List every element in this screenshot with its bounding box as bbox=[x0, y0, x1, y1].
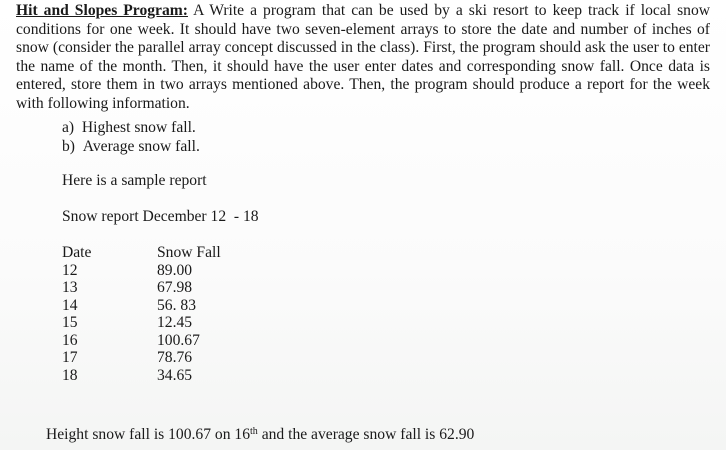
problem-description bbox=[16, 2, 710, 114]
table-header-row bbox=[62, 244, 277, 262]
table-row bbox=[62, 262, 277, 280]
snowfall-cell: 100.67 bbox=[157, 331, 200, 349]
summary-text-end: and the average snow fall is 62.90 bbox=[257, 426, 475, 443]
sample-report-intro: Here is a sample report bbox=[62, 172, 207, 189]
date-cell: 17 bbox=[62, 349, 78, 366]
snowfall-cell: 67.98 bbox=[157, 279, 193, 296]
snow-report-table bbox=[62, 244, 277, 384]
date-cell: 12 bbox=[62, 261, 78, 279]
date-cell: 14 bbox=[62, 296, 78, 314]
snowfall-cell: 56. 83 bbox=[157, 296, 196, 314]
snowfall-cell: 34.65 bbox=[157, 366, 193, 384]
date-cell: 13 bbox=[62, 279, 78, 296]
snowfall-cell: 12.45 bbox=[157, 314, 193, 331]
table-row bbox=[62, 297, 277, 315]
table-row bbox=[62, 349, 277, 367]
date-cell: 18 bbox=[62, 366, 78, 384]
snowfall-cell: 78.76 bbox=[157, 349, 193, 366]
summary-line bbox=[46, 426, 474, 444]
date-cell: 15 bbox=[62, 314, 78, 331]
problem-heading: Hit and Slopes Program: bbox=[16, 2, 188, 19]
table-row bbox=[62, 279, 277, 297]
date-column-header: Date bbox=[62, 244, 92, 261]
date-cell: 16 bbox=[62, 331, 78, 349]
snowfall-cell: 89.00 bbox=[157, 261, 193, 279]
requirements-list bbox=[62, 119, 200, 156]
snowfall-column-header: Snow Fall bbox=[157, 244, 221, 261]
table-row bbox=[62, 314, 277, 332]
table-row bbox=[62, 367, 277, 385]
table-row bbox=[62, 332, 277, 350]
problem-body: A Write a program that can be used by a ski resort to keep track if local snow conditions for one week. It should have two seven-element arrays to store the date and number of inches of snow (consider the parallel array concept discussed in the class). First, the program should ask the user to enter the name of the month. Then, it should have the user enter dates and corresponding snow fall. Once data is entered, store them in two arrays mentioned above. Then, the program should produce a report for the week with following information. bbox=[16, 2, 710, 112]
report-title: Snow report December 12 - 18 bbox=[62, 208, 259, 225]
requirement-average: b) Average snow fall. bbox=[62, 137, 200, 155]
ordinal-suffix: th bbox=[250, 426, 258, 437]
summary-text-start: Height snow fall is 100.67 on 16 bbox=[46, 426, 251, 443]
requirement-highest: a) Highest snow fall. bbox=[62, 119, 196, 136]
